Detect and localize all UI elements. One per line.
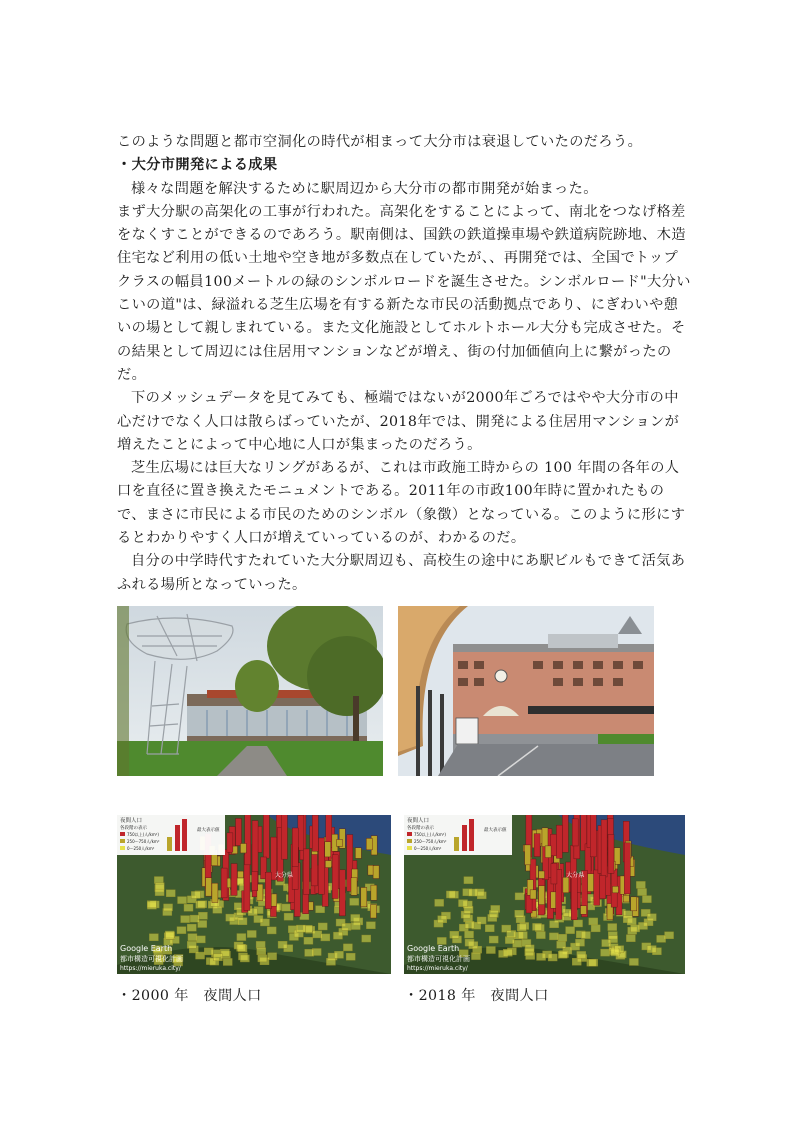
- mesh-cell: [326, 958, 335, 965]
- mesh-cell: [489, 910, 498, 917]
- mesh-cell: [489, 936, 498, 943]
- source-url: https://mieruka.city/: [407, 965, 468, 972]
- mesh-cell: [165, 931, 174, 938]
- paragraph-1: このような問題と都市空洞化の時代が相まって大分市は衰退していたのだろう。: [117, 134, 643, 150]
- google-earth-logo: Google Earth: [407, 944, 460, 953]
- watermark: 都市構造可視化計画: [407, 955, 470, 963]
- mesh-cell: [629, 958, 638, 965]
- population-bar: [624, 843, 630, 894]
- mesh-cell: [247, 930, 256, 937]
- mesh-cell: [350, 898, 359, 905]
- population-bar: [355, 848, 361, 859]
- mesh-cell: [525, 945, 534, 952]
- mesh-cell: [636, 881, 645, 888]
- population-bar: [594, 870, 600, 905]
- population-bar: [601, 820, 607, 877]
- mesh-cell: [458, 900, 467, 907]
- mesh-cell: [342, 923, 351, 930]
- legend-swatch: [120, 839, 125, 843]
- mesh-cell: [278, 941, 287, 948]
- mesh-cell: [187, 924, 196, 931]
- map-legend: [404, 815, 512, 855]
- mesh-cell: [589, 959, 598, 966]
- population-bar: [563, 877, 569, 892]
- mesh-cell: [469, 889, 478, 896]
- mesh-cell: [647, 914, 656, 921]
- legend-swatch: [120, 832, 125, 836]
- mesh-cell: [177, 927, 186, 934]
- population-bar: [212, 883, 218, 902]
- body-text: [117, 131, 691, 597]
- mesh-cell: [257, 948, 266, 955]
- mesh-cell: [282, 904, 291, 911]
- mesh-cell: [485, 925, 494, 932]
- mesh-cell: [164, 904, 173, 911]
- mesh-cell: [237, 944, 246, 951]
- mesh-cell: [362, 935, 371, 942]
- population-bar: [525, 845, 531, 865]
- mesh-cell: [258, 955, 267, 962]
- monument-photo: [117, 606, 383, 776]
- mesh-cell: [601, 949, 610, 956]
- legend-bar-sample: [462, 825, 467, 851]
- mesh-cell: [223, 958, 232, 965]
- population-bar: [370, 905, 376, 918]
- legend-swatch: [407, 839, 412, 843]
- population-bar: [631, 897, 637, 911]
- mesh-cell: [574, 920, 583, 927]
- mesh-cell: [184, 904, 193, 911]
- paragraph-2: 様々な問題を解決するために駅周辺から大分市の都市開発が始まった。: [131, 180, 598, 197]
- mesh-cell: [305, 949, 314, 956]
- mesh-cell: [572, 958, 581, 965]
- legend-row-label: 0〜250人/km²: [127, 846, 155, 851]
- mesh-cell: [558, 934, 567, 941]
- map-2000: [117, 815, 391, 974]
- mesh-cell: [515, 893, 524, 900]
- population-bar: [318, 838, 324, 894]
- place-label: 大分県: [566, 872, 585, 879]
- population-bar: [337, 839, 343, 846]
- legend-swatch: [407, 846, 412, 850]
- mesh-cell: [284, 913, 293, 920]
- mesh-cell: [268, 953, 277, 960]
- population-bar: [312, 815, 318, 851]
- legend-bar-sample: [182, 819, 187, 851]
- population-bar: [590, 815, 596, 857]
- mesh-cell: [226, 914, 235, 921]
- legend-subtitle: 各段階の表示: [120, 826, 147, 831]
- caption-2000: ・2000 年 夜間人口: [117, 988, 262, 1004]
- mesh-cell: [465, 939, 474, 946]
- mesh-cell: [589, 918, 598, 925]
- section-heading: ・大分市開発による成果: [117, 157, 278, 174]
- legend-scale-note: 最大表示値: [484, 828, 507, 833]
- legend-bar-sample: [454, 837, 459, 851]
- mesh-cell: [181, 916, 190, 923]
- mesh-cell: [486, 947, 495, 954]
- mesh-cell: [602, 940, 611, 947]
- population-bar: [530, 890, 536, 899]
- legend-bar-sample: [175, 825, 180, 851]
- population-bar: [572, 819, 578, 846]
- mesh-cell: [549, 933, 558, 940]
- mesh-cell: [166, 890, 175, 897]
- population-bar: [227, 833, 233, 852]
- mesh-cell: [631, 925, 640, 932]
- mesh-cell: [575, 939, 584, 946]
- mesh-cell: [471, 953, 480, 960]
- population-bar: [332, 855, 338, 899]
- mesh-cell: [647, 946, 656, 953]
- mesh-cell: [657, 935, 666, 942]
- mesh-cell: [591, 925, 600, 932]
- population-bar: [245, 815, 251, 865]
- mesh-cell: [608, 924, 617, 931]
- population-bar: [221, 868, 227, 898]
- legend-swatch: [407, 832, 412, 836]
- legend-swatch: [120, 846, 125, 850]
- population-bar: [539, 886, 545, 905]
- mesh-cell: [626, 935, 635, 942]
- paragraph-5: 芝生広場には巨大なリングがあるが、これは市政施工時からの 100 年間の各年の人口を直径に置き換えたモニュメントである。2011年の市政100年時に置かれたもので、まさに市民による市民のためのシンボル（象徴）となっている。このように形にするとわかりやすく人口が増えていっているのが、わかるのだ。: [117, 460, 686, 547]
- mesh-cell: [178, 897, 187, 904]
- paragraph-4: 下のメッシュデータを見てみても、極端ではないが2000年ごろではやや大分市の中心だけでなく人口は散らばっていたが、2018年では、開発による住居用マンションが増えたことによって中心地に人口が集まったのだろう。: [117, 390, 680, 453]
- mesh-cell: [313, 931, 322, 938]
- population-bar: [361, 887, 367, 906]
- mesh-cell: [465, 921, 474, 928]
- mesh-cell: [196, 936, 205, 943]
- mesh-cell: [296, 925, 305, 932]
- population-bar: [240, 843, 246, 852]
- mesh-cell: [366, 922, 375, 929]
- mesh-cell: [515, 910, 524, 917]
- population-bar: [545, 846, 551, 858]
- population-bar: [325, 842, 331, 857]
- mesh-cell: [154, 877, 163, 884]
- mesh-cell: [190, 915, 199, 922]
- mesh-cell: [188, 934, 197, 941]
- legend-row-label: 750以上(人/km²): [414, 832, 446, 837]
- legend-title: 夜間人口: [407, 818, 430, 824]
- population-bar: [281, 815, 287, 859]
- population-bar: [325, 861, 331, 868]
- mesh-cell: [665, 932, 674, 939]
- mesh-cell: [204, 948, 213, 955]
- population-bar: [292, 828, 298, 867]
- mesh-cell: [464, 877, 473, 884]
- mesh-cell: [446, 891, 455, 898]
- mesh-cell: [581, 932, 590, 939]
- mesh-cell: [254, 916, 263, 923]
- map-2018: [404, 815, 685, 974]
- mesh-cell: [237, 934, 246, 941]
- mesh-cell: [627, 918, 636, 925]
- legend-row-label: 0〜250人/km²: [414, 846, 442, 851]
- mesh-cell: [198, 901, 207, 908]
- mesh-cell: [343, 944, 352, 951]
- population-bar: [252, 821, 258, 872]
- population-bar: [298, 815, 304, 850]
- legend-row-label: 250〜750人/km²: [127, 839, 160, 844]
- population-bar: [562, 815, 568, 852]
- mesh-cell: [238, 918, 247, 925]
- paragraph-3: まず大分駅の高架化の工事が行われた。高架化をすることによって、南北をつなげ格差をなくすことができるのであろう。駅南側は、国鉄の鉄道操車場や鉄道病院跡地、木造住宅など利用の低い土地や空き地が多数点在していたが、、再開発では、全国でトップクラスの幅員100メートルの緑のシンボルロードを誕生させた。シンボルロード"大分いこいの道"は、緑溢れる芝生広場を有する新たな市民の活動拠点であり、にぎわいや憩いの場として親しまれている。また文化施設としてホルトホール大分も完成させた。その結果として周辺には住居用マンションなどが増え、街の付加価値向上に繋がったのだ。: [117, 203, 691, 383]
- mesh-cell: [149, 934, 158, 941]
- mesh-cell: [304, 937, 313, 944]
- mesh-cell: [638, 922, 647, 929]
- legend-bar-sample: [469, 819, 474, 851]
- mesh-cell: [191, 891, 200, 898]
- population-bar: [612, 886, 618, 893]
- population-bar: [600, 875, 606, 898]
- mesh-cell: [642, 896, 651, 903]
- mesh-cell: [196, 952, 205, 959]
- mesh-cell: [435, 899, 444, 906]
- population-bar: [556, 825, 562, 858]
- watermark: 都市構造可視化計画: [120, 955, 183, 963]
- mesh-cell: [507, 931, 516, 938]
- mesh-cell: [465, 931, 474, 938]
- population-bar: [351, 878, 357, 896]
- mesh-cell: [517, 924, 526, 931]
- legend-row-label: 750以上(人/km²): [127, 832, 159, 837]
- population-bar: [206, 878, 212, 896]
- mesh-cell: [536, 932, 545, 939]
- population-bar: [608, 834, 614, 873]
- mesh-cell: [611, 949, 620, 956]
- legend-bar-sample: [167, 837, 172, 851]
- mesh-cell: [558, 951, 567, 958]
- mesh-cell: [450, 931, 459, 938]
- mesh-cell: [316, 906, 325, 913]
- population-bar: [551, 834, 557, 856]
- population-bar: [534, 834, 540, 857]
- legend-scale-note: 最大表示値: [197, 828, 220, 833]
- mesh-cell: [351, 923, 360, 930]
- mesh-cell: [548, 954, 557, 961]
- mesh-cell: [333, 932, 342, 939]
- mesh-cell: [533, 923, 542, 930]
- mesh-cell: [638, 889, 647, 896]
- population-bar: [263, 815, 269, 858]
- mesh-cell: [334, 951, 343, 958]
- mesh-cell: [550, 921, 559, 928]
- legend-title: 夜間人口: [120, 818, 143, 824]
- population-bar: [551, 864, 557, 884]
- mesh-cell: [438, 916, 447, 923]
- mesh-cell: [155, 883, 164, 890]
- station-photo: [398, 606, 654, 776]
- population-bar: [236, 818, 242, 845]
- mesh-cell: [256, 941, 265, 948]
- legend-subtitle: 各段階の表示: [407, 826, 434, 831]
- population-bar: [303, 849, 309, 894]
- paragraph-6: 自分の中学時代すたれていた大分駅周辺も、高校生の途中にあ駅ビルもできて活気あふれる場所となっていった。: [117, 553, 686, 593]
- place-label: 大分県: [274, 872, 293, 879]
- mesh-cell: [198, 912, 207, 919]
- population-bar: [373, 866, 379, 879]
- population-bar: [581, 906, 587, 915]
- caption-2018: ・2018 年 夜間人口: [404, 988, 549, 1004]
- legend-row-label: 250〜750人/km²: [414, 839, 447, 844]
- population-bar: [265, 872, 271, 909]
- population-bar: [539, 871, 545, 878]
- mesh-cell: [503, 949, 512, 956]
- mesh-cell: [566, 927, 575, 934]
- mesh-cell: [346, 953, 355, 960]
- mesh-cell: [518, 932, 527, 939]
- mesh-cell: [267, 927, 276, 934]
- population-bar: [571, 873, 577, 920]
- population-bar: [588, 874, 594, 892]
- mesh-cell: [464, 906, 473, 913]
- mesh-cell: [187, 941, 196, 948]
- map-legend: [117, 815, 225, 855]
- mesh-cell: [318, 923, 327, 930]
- population-bar: [231, 864, 237, 896]
- mesh-cell: [351, 914, 360, 921]
- population-bar: [371, 885, 377, 900]
- mesh-cell: [240, 955, 249, 962]
- population-bar: [366, 838, 372, 849]
- mesh-cell: [147, 901, 156, 908]
- mesh-cell: [557, 941, 566, 948]
- google-earth-logo: Google Earth: [120, 944, 173, 953]
- population-bar: [339, 870, 345, 916]
- mesh-cell: [537, 953, 546, 960]
- mesh-cell: [577, 951, 586, 958]
- population-bar: [237, 871, 243, 878]
- mesh-cell: [213, 906, 222, 913]
- mesh-cell: [213, 954, 222, 961]
- mesh-cell: [477, 917, 486, 924]
- mesh-cell: [321, 934, 330, 941]
- source-url: https://mieruka.city/: [120, 965, 181, 972]
- population-bar: [271, 894, 277, 906]
- population-bar: [542, 828, 548, 847]
